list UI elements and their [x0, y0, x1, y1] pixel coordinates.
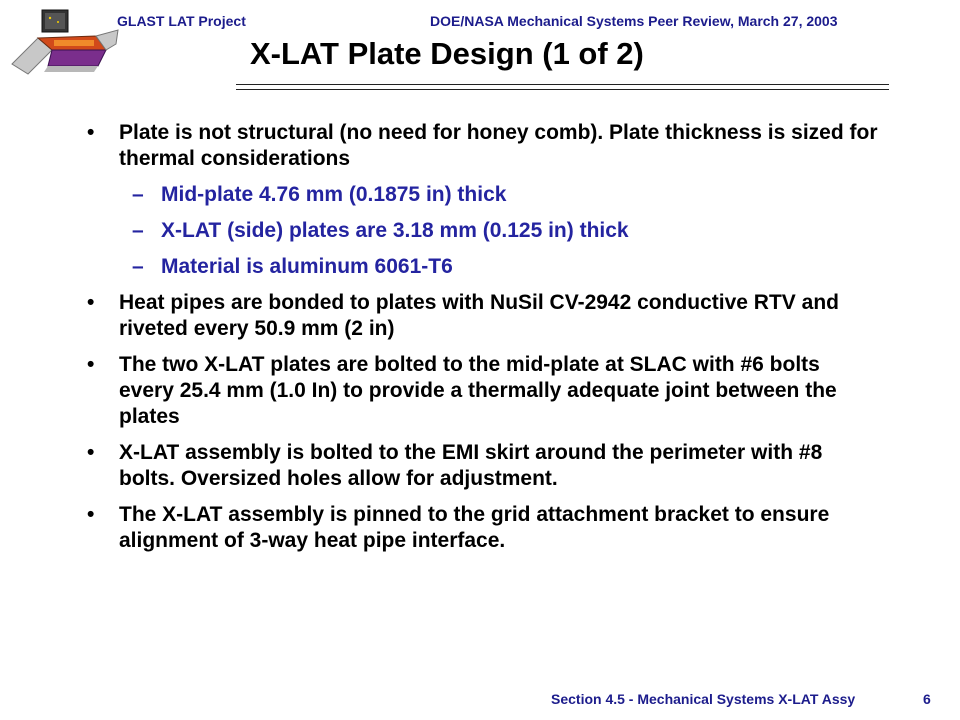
page-number: 6	[923, 691, 931, 707]
sub-bullet-list	[0, 182, 879, 280]
sub-bullet-text: X-LAT (side) plates are 3.18 mm (0.125 in) thick	[161, 219, 629, 242]
bullet-item	[0, 440, 879, 492]
sub-bullet-marker: –	[132, 255, 144, 278]
project-name: GLAST LAT Project	[117, 13, 246, 29]
sub-bullet-item	[0, 182, 879, 208]
bullet-marker: •	[87, 353, 95, 376]
bullet-text: X-LAT assembly is bolted to the EMI skirt around the perimeter with #8 bolts. Oversized holes allow for adjustment.	[119, 441, 823, 490]
bullet-text: The X-LAT assembly is pinned to the grid attachment bracket to ensure alignment of 3-way heat pipe interface.	[119, 503, 830, 552]
section-footer: Section 4.5 - Mechanical Systems X-LAT Assy	[551, 691, 856, 707]
sub-bullet-marker: –	[132, 219, 144, 242]
bullet-marker: •	[87, 291, 95, 314]
bullet-marker: •	[87, 121, 95, 144]
glast-satellite-logo-icon	[8, 4, 120, 76]
review-title: DOE/NASA Mechanical Systems Peer Review, March 27, 2003	[430, 13, 838, 29]
title-underline	[236, 84, 889, 90]
bullet-marker: •	[87, 503, 95, 526]
bullet-marker: •	[87, 441, 95, 464]
sub-bullet-text: Mid-plate 4.76 mm (0.1875 in) thick	[161, 183, 507, 206]
sub-bullet-item	[0, 218, 879, 244]
bullet-text: Plate is not structural (no need for honey comb). Plate thickness is sized for thermal considerations	[119, 121, 878, 170]
bullet-list	[0, 120, 960, 564]
sub-bullet-text: Material is aluminum 6061-T6	[161, 255, 453, 278]
bullet-item	[0, 290, 879, 342]
bullet-text: The two X-LAT plates are bolted to the mid-plate at SLAC with #6 bolts every 25.4 mm (1.0 In) to provide a thermally adequate joint between the plates	[119, 353, 837, 428]
bullet-item	[0, 502, 879, 554]
sub-bullet-item	[0, 254, 879, 280]
bullet-item	[0, 352, 879, 430]
slide-title: X-LAT Plate Design (1 of 2)	[250, 36, 644, 71]
bullet-text: Heat pipes are bonded to plates with NuSil CV-2942 conductive RTV and riveted every 50.9 mm (2 in)	[119, 291, 839, 340]
sub-bullet-marker: –	[132, 183, 144, 206]
bullet-item	[0, 120, 879, 280]
